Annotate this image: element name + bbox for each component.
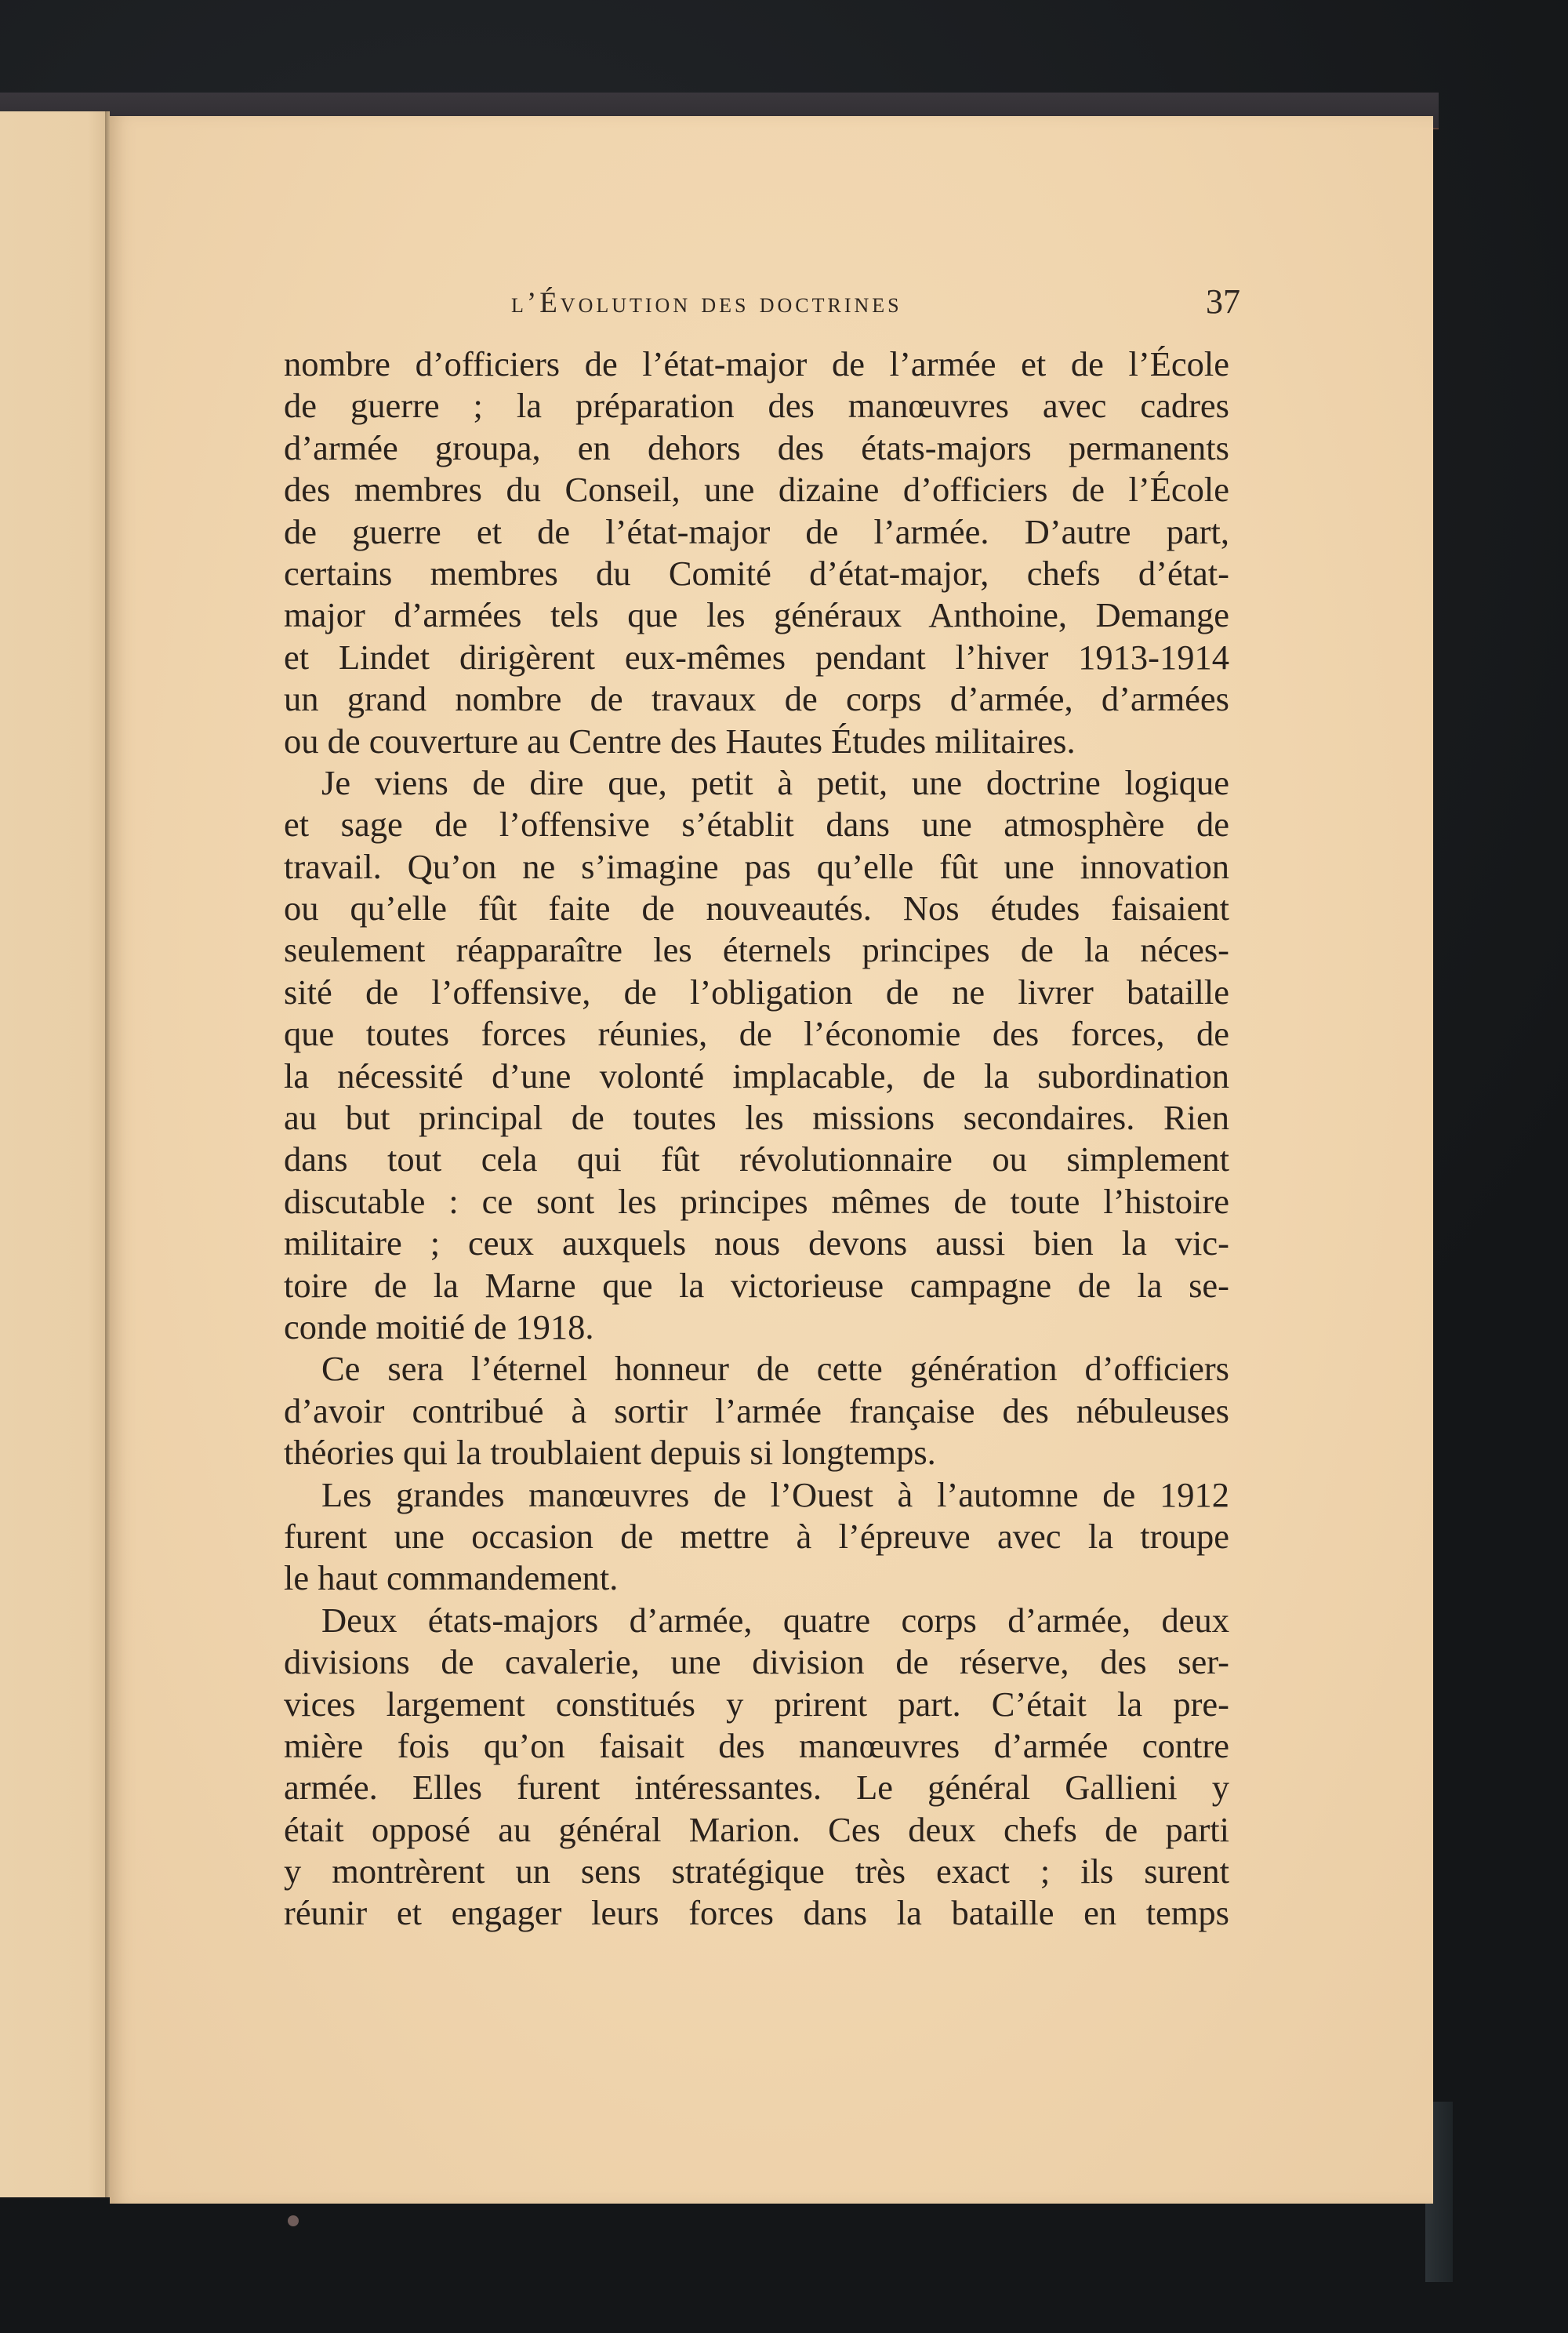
text-line: de guerre ; la préparation des manœuvres avec cadres <box>284 386 1229 426</box>
text-line: major d’armées tels que les généraux Anthoine, Demange <box>284 595 1229 635</box>
text-line: y montrèrent un sens stratégique très exact ; ils surent <box>284 1852 1229 1891</box>
paragraph-start-line: Deux états-majors d’armée, quatre corps d’armée, deux <box>321 1600 1229 1640</box>
facing-left-page <box>0 111 110 2197</box>
text-line: mière fois qu’on faisait des manœuvres d’armée contre <box>284 1725 1229 1765</box>
text-line: travail. Qu’on ne s’imagine pas qu’elle fût une innovation <box>284 846 1229 886</box>
text-line: des membres du Conseil, une dizaine d’officiers de l’École <box>284 470 1229 510</box>
text-line: la nécessité d’une volonté implacable, de la subordination <box>284 1056 1229 1096</box>
text-line: que toutes forces réunies, de l’économie des forces, de <box>284 1014 1229 1054</box>
text-line: armée. Elles furent intéressantes. Le général Gallieni y <box>284 1768 1229 1808</box>
running-header <box>0 282 1568 333</box>
text-line: un grand nombre de travaux de corps d’armée, d’armées <box>284 679 1229 719</box>
text-line: furent une occasion de mettre à l’épreuve avec la troupe <box>284 1516 1229 1556</box>
text-line: divisions de cavalerie, une division de réserve, des ser- <box>284 1642 1229 1682</box>
text-line: discutable : ce sont les principes mêmes de toute l’histoire <box>284 1181 1229 1221</box>
text-line: vices largement constitués y prirent part. C’était la pre- <box>284 1684 1229 1724</box>
running-title: l’Évolution des doctrines <box>511 287 902 319</box>
paper-stain <box>288 2215 299 2226</box>
body-text <box>284 343 1229 1935</box>
paragraph-start-line: Les grandes manœuvres de l’Ouest à l’automne de 1912 <box>321 1474 1229 1514</box>
text-line: certains membres du Comité d’état-major, chefs d’état- <box>284 553 1229 593</box>
text-line: d’avoir contribué à sortir l’armée française des nébuleuses <box>284 1390 1229 1430</box>
text-line: théories qui la troublaient depuis si longtemps. <box>284 1433 936 1473</box>
paragraph-start-line: Je viens de dire que, petit à petit, une doctrine logique <box>321 762 1229 802</box>
text-line: au but principal de toutes les missions secondaires. Rien <box>284 1098 1229 1138</box>
text-line: ou qu’elle fût faite de nouveautés. Nos études faisaient <box>284 889 1229 928</box>
text-line: dans tout cela qui fût révolutionnaire ou simplement <box>284 1139 1229 1179</box>
text-line: ou de couverture au Centre des Hautes Études militaires. <box>284 721 1076 761</box>
text-line: militaire ; ceux auxquels nous devons aussi bien la vic- <box>284 1223 1229 1263</box>
text-line: nombre d’officiers de l’état-major de l’armée et de l’École <box>284 344 1229 383</box>
text-line: de guerre et de l’état-major de l’armée. D’autre part, <box>284 511 1229 551</box>
text-line: était opposé au général Marion. Ces deux chefs de parti <box>284 1809 1229 1849</box>
text-line: et sage de l’offensive s’établit dans une atmosphère de <box>284 805 1229 845</box>
text-line: d’armée groupa, en dehors des états-majors permanents <box>284 427 1229 467</box>
text-line: et Lindet dirigèrent eux-mêmes pendant l’hiver 1913-1914 <box>284 637 1229 677</box>
text-line: réunir et engager leurs forces dans la bataille en temps <box>284 1893 1229 1933</box>
text-line: seulement réapparaître les éternels principes de la néces- <box>284 930 1229 970</box>
text-line: toire de la Marne que la victorieuse campagne de la se- <box>284 1265 1229 1305</box>
page-number: 37 <box>1206 282 1240 321</box>
paragraph-start-line: Ce sera l’éternel honneur de cette génération d’officiers <box>321 1349 1229 1389</box>
text-line: sité de l’offensive, de l’obligation de ne livrer bataille <box>284 972 1229 1012</box>
text-line: conde moitié de 1918. <box>284 1306 594 1346</box>
text-line: le haut commandement. <box>284 1558 619 1598</box>
